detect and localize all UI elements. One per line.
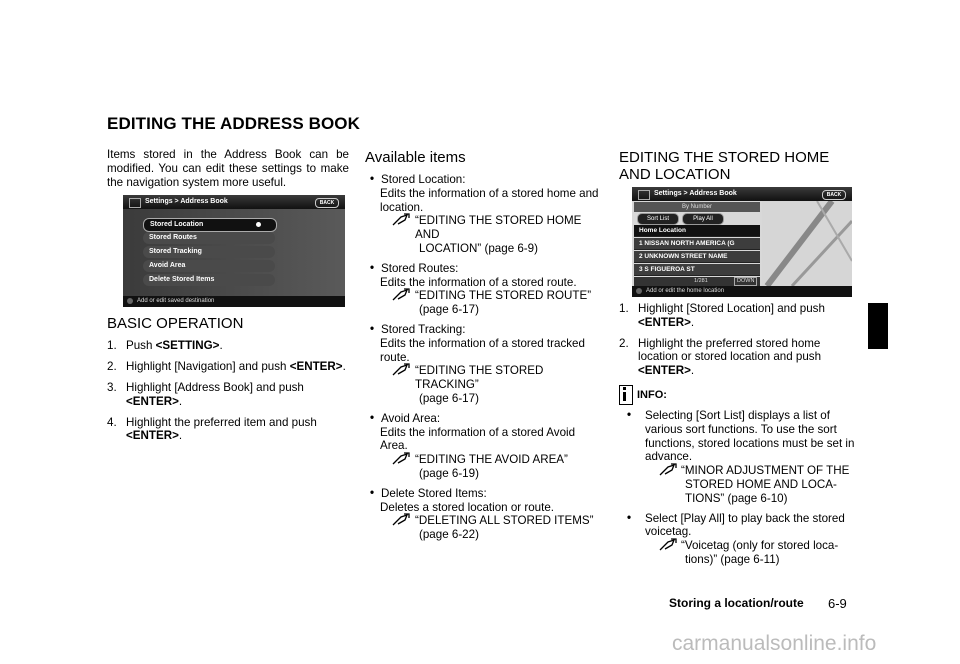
reference-arrow-icon (659, 463, 677, 477)
list-item (369, 323, 605, 406)
chapter-tab (868, 303, 888, 349)
ref-line: “EDITING THE STORED HOME AND (415, 214, 582, 242)
item-title: Delete Stored Items: (381, 486, 487, 500)
bullet-icon: • (370, 321, 375, 335)
ref-line: (page 6-19) (419, 466, 479, 480)
screen-footer (123, 296, 345, 307)
step-text: Highlight [Stored Location] and push (638, 302, 825, 315)
list-item[interactable]: 2 UNKNOWN STREET NAME (634, 251, 760, 263)
step-item (107, 381, 349, 409)
cross-reference[interactable] (369, 214, 605, 255)
step-text-end: . (178, 394, 183, 408)
home-location-item[interactable]: Home Location (634, 225, 760, 237)
info-text: Select [Play All] to play back the stored voicetag. (645, 511, 845, 539)
column-2 (365, 148, 605, 548)
footer-page-number: 6-9 (828, 596, 847, 611)
screen-title-bar (123, 195, 345, 209)
screen-breadcrumb: Settings > Address Book (654, 190, 737, 197)
info-item (623, 512, 857, 567)
ref-line: “MINOR ADJUSTMENT OF THE (681, 464, 850, 478)
step-key: <SETTING> (155, 339, 220, 353)
step-text: Push (126, 339, 156, 353)
info-icon (127, 298, 133, 304)
step-number: 2. (107, 360, 117, 374)
ref-line: (page 6-22) (419, 528, 479, 542)
bullet-icon: • (370, 410, 375, 424)
step-number: 1. (107, 339, 117, 353)
step-text-end: . (178, 429, 183, 443)
address-book-screen (123, 195, 345, 307)
reference-arrow-icon (392, 513, 410, 527)
section-heading-editing-stored-home: EDITING THE STORED HOME AND LOCATION (619, 149, 830, 183)
section-heading-basic-operation: BASIC OPERATION (107, 315, 244, 333)
ref-line: “DELETING ALL STORED ITEMS” (415, 514, 594, 528)
screen-breadcrumb: Settings > Address Book (145, 198, 228, 206)
step-number: 4. (107, 415, 117, 429)
step-text: Highlight [Address Book] and push (126, 380, 304, 394)
list-item (369, 262, 605, 317)
ref-line: “EDITING THE AVOID AREA” (415, 453, 568, 467)
step-key: <ENTER> (126, 429, 179, 443)
item-desc: Edits the information of a stored Avoid Area. (380, 425, 576, 453)
item-title: Stored Routes: (381, 261, 459, 275)
step-text-end: . (342, 360, 346, 374)
step-text: Highlight the preferred stored home location or stored location and push (638, 336, 822, 364)
step-text: Highlight the preferred item and push (126, 415, 317, 429)
step-text-end: . (690, 315, 695, 329)
step-number: 2. (619, 336, 629, 350)
ref-line: TIONS” (page 6-10) (685, 491, 788, 505)
footer-section: Storing a location/route (669, 596, 804, 610)
menu-item-stored-location[interactable]: Stored Location (143, 218, 277, 232)
list-item[interactable]: 1 NISSAN NORTH AMERICA (G (634, 238, 760, 250)
step-item (107, 339, 349, 353)
info-heading (619, 385, 857, 405)
step-key: <ENTER> (638, 315, 691, 329)
column-1 (107, 148, 349, 450)
stored-location-screen (632, 187, 852, 297)
item-title: Avoid Area: (381, 411, 441, 425)
ref-line: (page 6-17) (419, 303, 479, 317)
info-item (623, 409, 857, 506)
menu-icon (638, 190, 650, 200)
menu-icon (129, 198, 141, 208)
ref-line: LOCATION” (page 6-9) (419, 241, 538, 255)
ref-line: “EDITING THE STORED TRACKING” (415, 364, 544, 392)
item-desc: Deletes a stored location or route. (380, 500, 555, 514)
item-title: Stored Tracking: (381, 322, 466, 336)
ref-line: STORED HOME AND LOCA- (685, 477, 837, 491)
list-item (369, 487, 605, 542)
bullet-icon: • (627, 510, 632, 524)
bullet-icon: • (627, 407, 632, 421)
step-key: <ENTER> (638, 364, 691, 378)
menu-item-delete-stored-items[interactable]: Delete Stored Items (143, 274, 275, 286)
list-item (369, 412, 605, 481)
page-title: EDITING THE ADDRESS BOOK (107, 114, 361, 133)
reference-arrow-icon (392, 363, 410, 377)
stored-home-steps (619, 302, 857, 378)
screen-title-bar (632, 187, 852, 201)
list-item[interactable]: 3 S FIGUEROA ST (634, 264, 760, 276)
info-icon (619, 385, 633, 405)
bullet-icon: • (370, 260, 375, 274)
step-item (107, 360, 349, 374)
info-list (619, 409, 857, 567)
menu-item-avoid-area[interactable]: Avoid Area (143, 260, 275, 272)
step-number: 3. (107, 380, 117, 394)
step-text-end: . (219, 339, 223, 353)
screen-footer-text: Add or edit the home location (646, 288, 725, 294)
screen-footer-text: Add or edit saved destination (137, 298, 215, 305)
screen-footer (632, 286, 852, 297)
step-key: <ENTER> (289, 360, 343, 374)
cross-reference[interactable] (645, 464, 857, 505)
menu-item-stored-tracking[interactable]: Stored Tracking (143, 246, 275, 258)
cross-reference[interactable] (369, 364, 605, 405)
step-item (619, 302, 857, 330)
cross-reference[interactable] (369, 514, 605, 542)
info-text: Selecting [Sort List] displays a list of various sort functions. To use the sort functions, stored locations must be set in advance. (645, 408, 855, 464)
column-3 (619, 148, 857, 573)
ref-line: “Voicetag (only for stored loca- (681, 539, 839, 553)
sort-by-label: By Number (634, 202, 760, 212)
item-desc: Edits the information of a stored route. (380, 275, 577, 289)
step-item (107, 416, 349, 444)
menu-item-stored-routes[interactable]: Stored Routes (143, 232, 275, 244)
basic-operation-steps (107, 339, 349, 443)
reference-arrow-icon (392, 288, 410, 302)
cross-reference[interactable] (645, 539, 857, 567)
list-item (369, 173, 605, 256)
ref-line: (page 6-17) (419, 391, 479, 405)
step-key: <ENTER> (126, 394, 179, 408)
watermark: carmanualsonline.info (672, 632, 877, 655)
step-text: Highlight [Navigation] and push (126, 360, 290, 374)
cross-reference[interactable] (369, 453, 605, 481)
ref-line: tions)” (page 6-11) (685, 552, 780, 566)
map-view (762, 201, 852, 286)
item-desc: Edits the information of a stored home and location. (380, 186, 599, 214)
cross-reference[interactable] (369, 289, 605, 317)
step-text-end: . (690, 364, 695, 378)
item-title: Stored Location: (381, 173, 466, 186)
down-button[interactable]: DOWN (734, 277, 757, 286)
ref-line: “EDITING THE STORED ROUTE” (415, 289, 592, 303)
page-counter: 1/281 (694, 278, 708, 284)
step-item (619, 337, 857, 378)
bullet-icon: • (370, 485, 375, 499)
sort-list-button[interactable]: Sort List (637, 213, 679, 225)
available-items-list (365, 173, 605, 542)
bullet-icon: • (370, 172, 375, 185)
play-all-button[interactable]: Play All (682, 213, 724, 225)
reference-arrow-icon (659, 538, 677, 552)
intro-text: Items stored in the Address Book can be modified. You can edit these settings to make the navigation system more useful. (107, 148, 349, 189)
back-button[interactable]: BACK (822, 190, 846, 200)
back-button[interactable]: BACK (315, 198, 339, 208)
reference-arrow-icon (392, 213, 410, 227)
reference-arrow-icon (392, 452, 410, 466)
step-number: 1. (619, 302, 629, 315)
list-pager (634, 277, 760, 286)
item-desc: Edits the information of a stored tracked route. (380, 336, 585, 364)
section-heading-available-items: Available items (365, 149, 466, 166)
info-icon (636, 288, 642, 294)
info-label: INFO: (637, 388, 667, 401)
